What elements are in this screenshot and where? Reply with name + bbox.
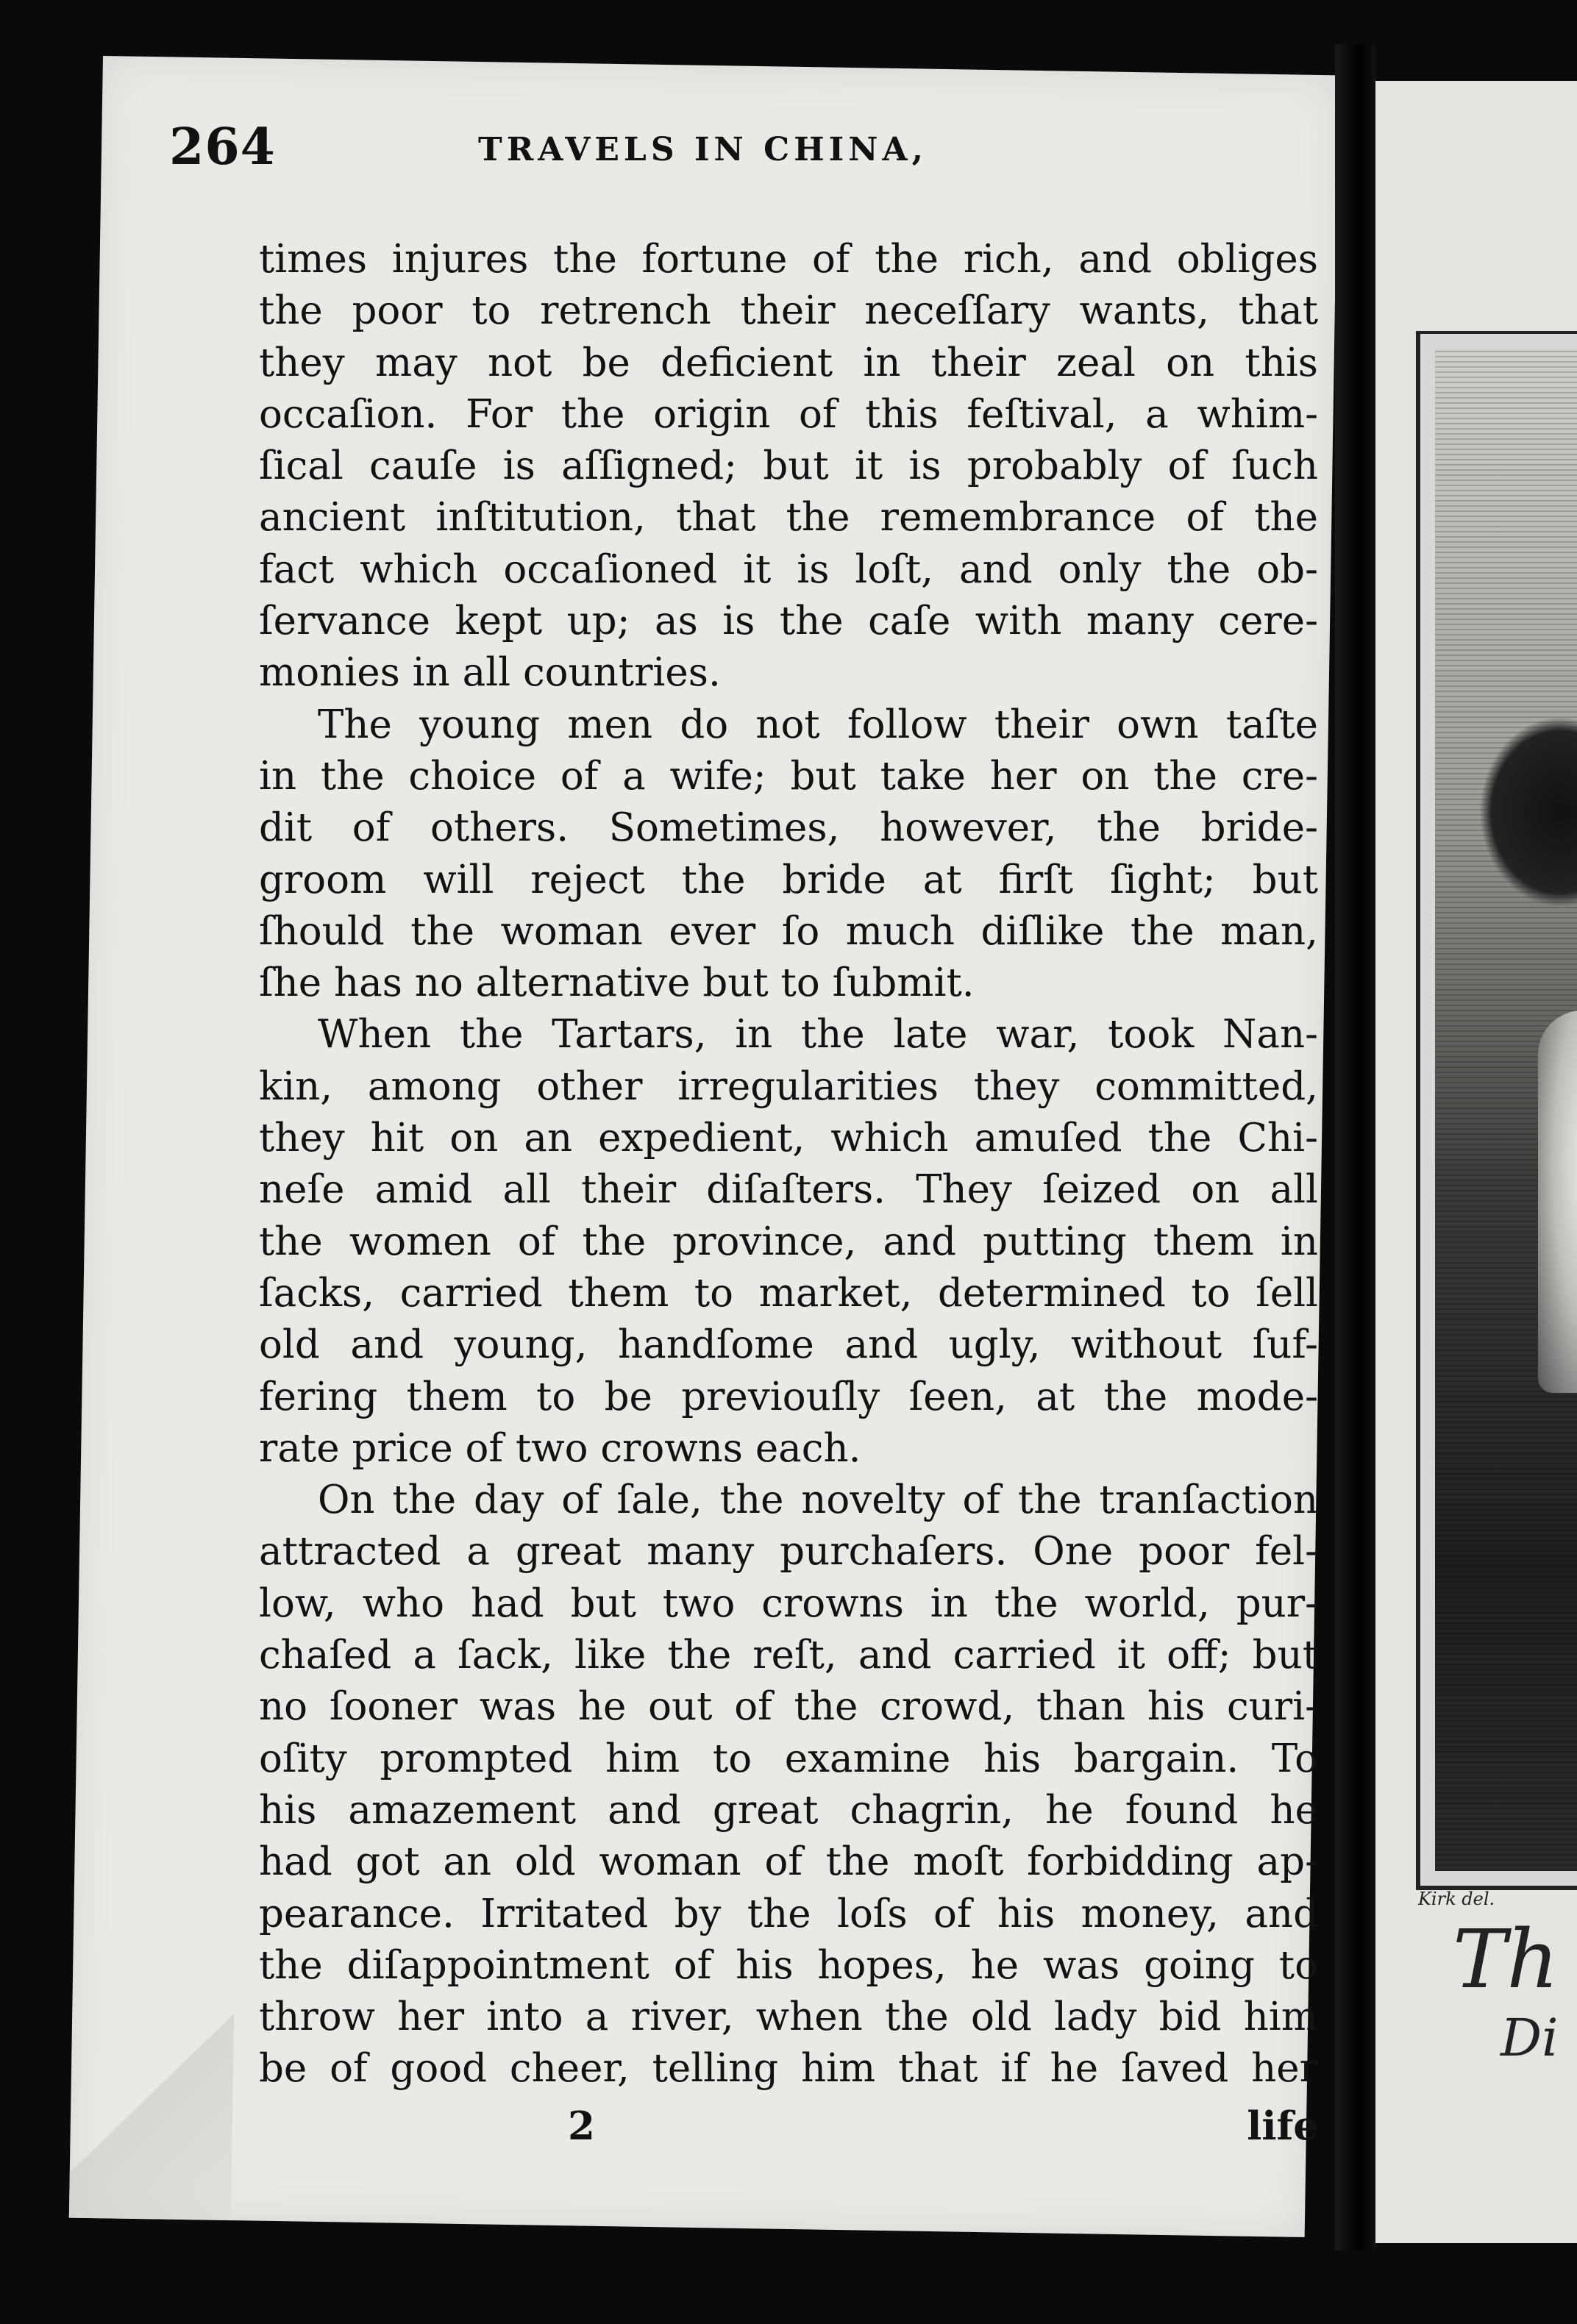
text-line: the poor to retrench their neceſſary wants, that bbox=[259, 288, 1318, 334]
text-line-last: rate price of two crowns each. bbox=[259, 1425, 861, 1471]
plate-tree-shape bbox=[1479, 716, 1577, 908]
running-head: TRAVELS IN CHINA, bbox=[478, 131, 928, 168]
engraved-plate bbox=[1416, 331, 1577, 1890]
text-line: ſical cauſe is aſſigned; but it is probably of ſuch bbox=[259, 443, 1318, 489]
text-line: his amazement and great chagrin, he found he bbox=[259, 1787, 1318, 1833]
text-line: they hit on an expedient, which amuſed the Chi- bbox=[259, 1116, 1318, 1161]
text-line: the women of the province, and putting them in bbox=[259, 1219, 1318, 1264]
text-line: in the choice of a wife; but take her on the cre- bbox=[259, 753, 1318, 799]
text-line: chaſed a ſack, like the reſt, and carried it off; but bbox=[259, 1633, 1318, 1678]
text-line: pearance. Irritated by the loſs of his money, and bbox=[259, 1891, 1318, 1936]
text-line: old and young, handſome and ugly, without ſuf- bbox=[259, 1322, 1318, 1368]
plate-engraving bbox=[1435, 349, 1577, 1871]
text-line-last: ſhe has no alternative but to ſubmit. bbox=[259, 960, 975, 1006]
text-line: kin, among other irregularities they committed, bbox=[259, 1063, 1318, 1109]
page-footer bbox=[259, 2103, 1318, 2162]
text-line: The young men do not follow their own taſte bbox=[318, 702, 1318, 747]
plate-figure-shape bbox=[1538, 1010, 1577, 1393]
body-text bbox=[259, 234, 1318, 2095]
text-line-last: monies in all countries. bbox=[259, 650, 721, 696]
plate-caption-line-1: Th bbox=[1453, 1912, 1559, 2006]
text-line: On the day of ſale, the novelty of the tranſaction bbox=[318, 1478, 1318, 1523]
text-line: be of good cheer, telling him that if he ſaved her bbox=[259, 2046, 1318, 2092]
text-line: fering them to be previouſly ſeen, at the mode- bbox=[259, 1374, 1318, 1419]
text-line: fact which occaſioned it is loſt, and only the ob- bbox=[259, 546, 1318, 592]
text-line: times injures the fortune of the rich, and obliges bbox=[259, 237, 1318, 282]
text-line: occaſion. For the origin of this feſtival, a whim- bbox=[259, 391, 1318, 437]
text-line: attracted a great many purchaſers. One poor fel- bbox=[259, 1529, 1318, 1575]
text-line: groom will reject the bride at firſt ſight; but bbox=[259, 857, 1318, 902]
book-gutter bbox=[1335, 44, 1375, 2250]
plate-caption-line-2: Di bbox=[1501, 2008, 1559, 2068]
page-header bbox=[169, 118, 1317, 206]
text-line: no ſooner was he out of the crowd, than his curi- bbox=[259, 1684, 1318, 1730]
text-line: When the Tartars, in the late war, took Nan- bbox=[318, 1012, 1318, 1058]
text-line: oſity prompted him to examine his bargain. To bbox=[259, 1736, 1318, 1781]
signature-mark: 2 bbox=[568, 2103, 595, 2149]
artist-credit: Kirk del. bbox=[1418, 1889, 1495, 1909]
text-line: neſe amid all their diſaſters. They ſeized on all bbox=[259, 1167, 1318, 1213]
text-line: had got an old woman of the moſt forbidding ap- bbox=[259, 1839, 1318, 1885]
text-line: throw her into a river, when the old lady bid him bbox=[259, 1995, 1318, 2040]
text-line: ſhould the woman ever ſo much diſlike the man, bbox=[259, 908, 1318, 954]
text-line: low, who had but two crowns in the world, pur- bbox=[259, 1580, 1318, 1626]
page-number: 264 bbox=[169, 118, 276, 177]
text-line: they may not be deficient in their zeal on this bbox=[259, 340, 1318, 385]
text-line: ancient inſtitution, that the remembrance of the bbox=[259, 495, 1318, 541]
text-line: the diſappointment of his hopes, he was going to bbox=[259, 1942, 1318, 1988]
text-line: ſervance kept up; as is the caſe with many cere- bbox=[259, 599, 1318, 644]
text-line: dit of others. Sometimes, however, the bride- bbox=[259, 805, 1318, 851]
text-line: ſacks, carried them to market, determined to ſell bbox=[259, 1270, 1318, 1316]
catchword: life bbox=[1247, 2103, 1318, 2149]
